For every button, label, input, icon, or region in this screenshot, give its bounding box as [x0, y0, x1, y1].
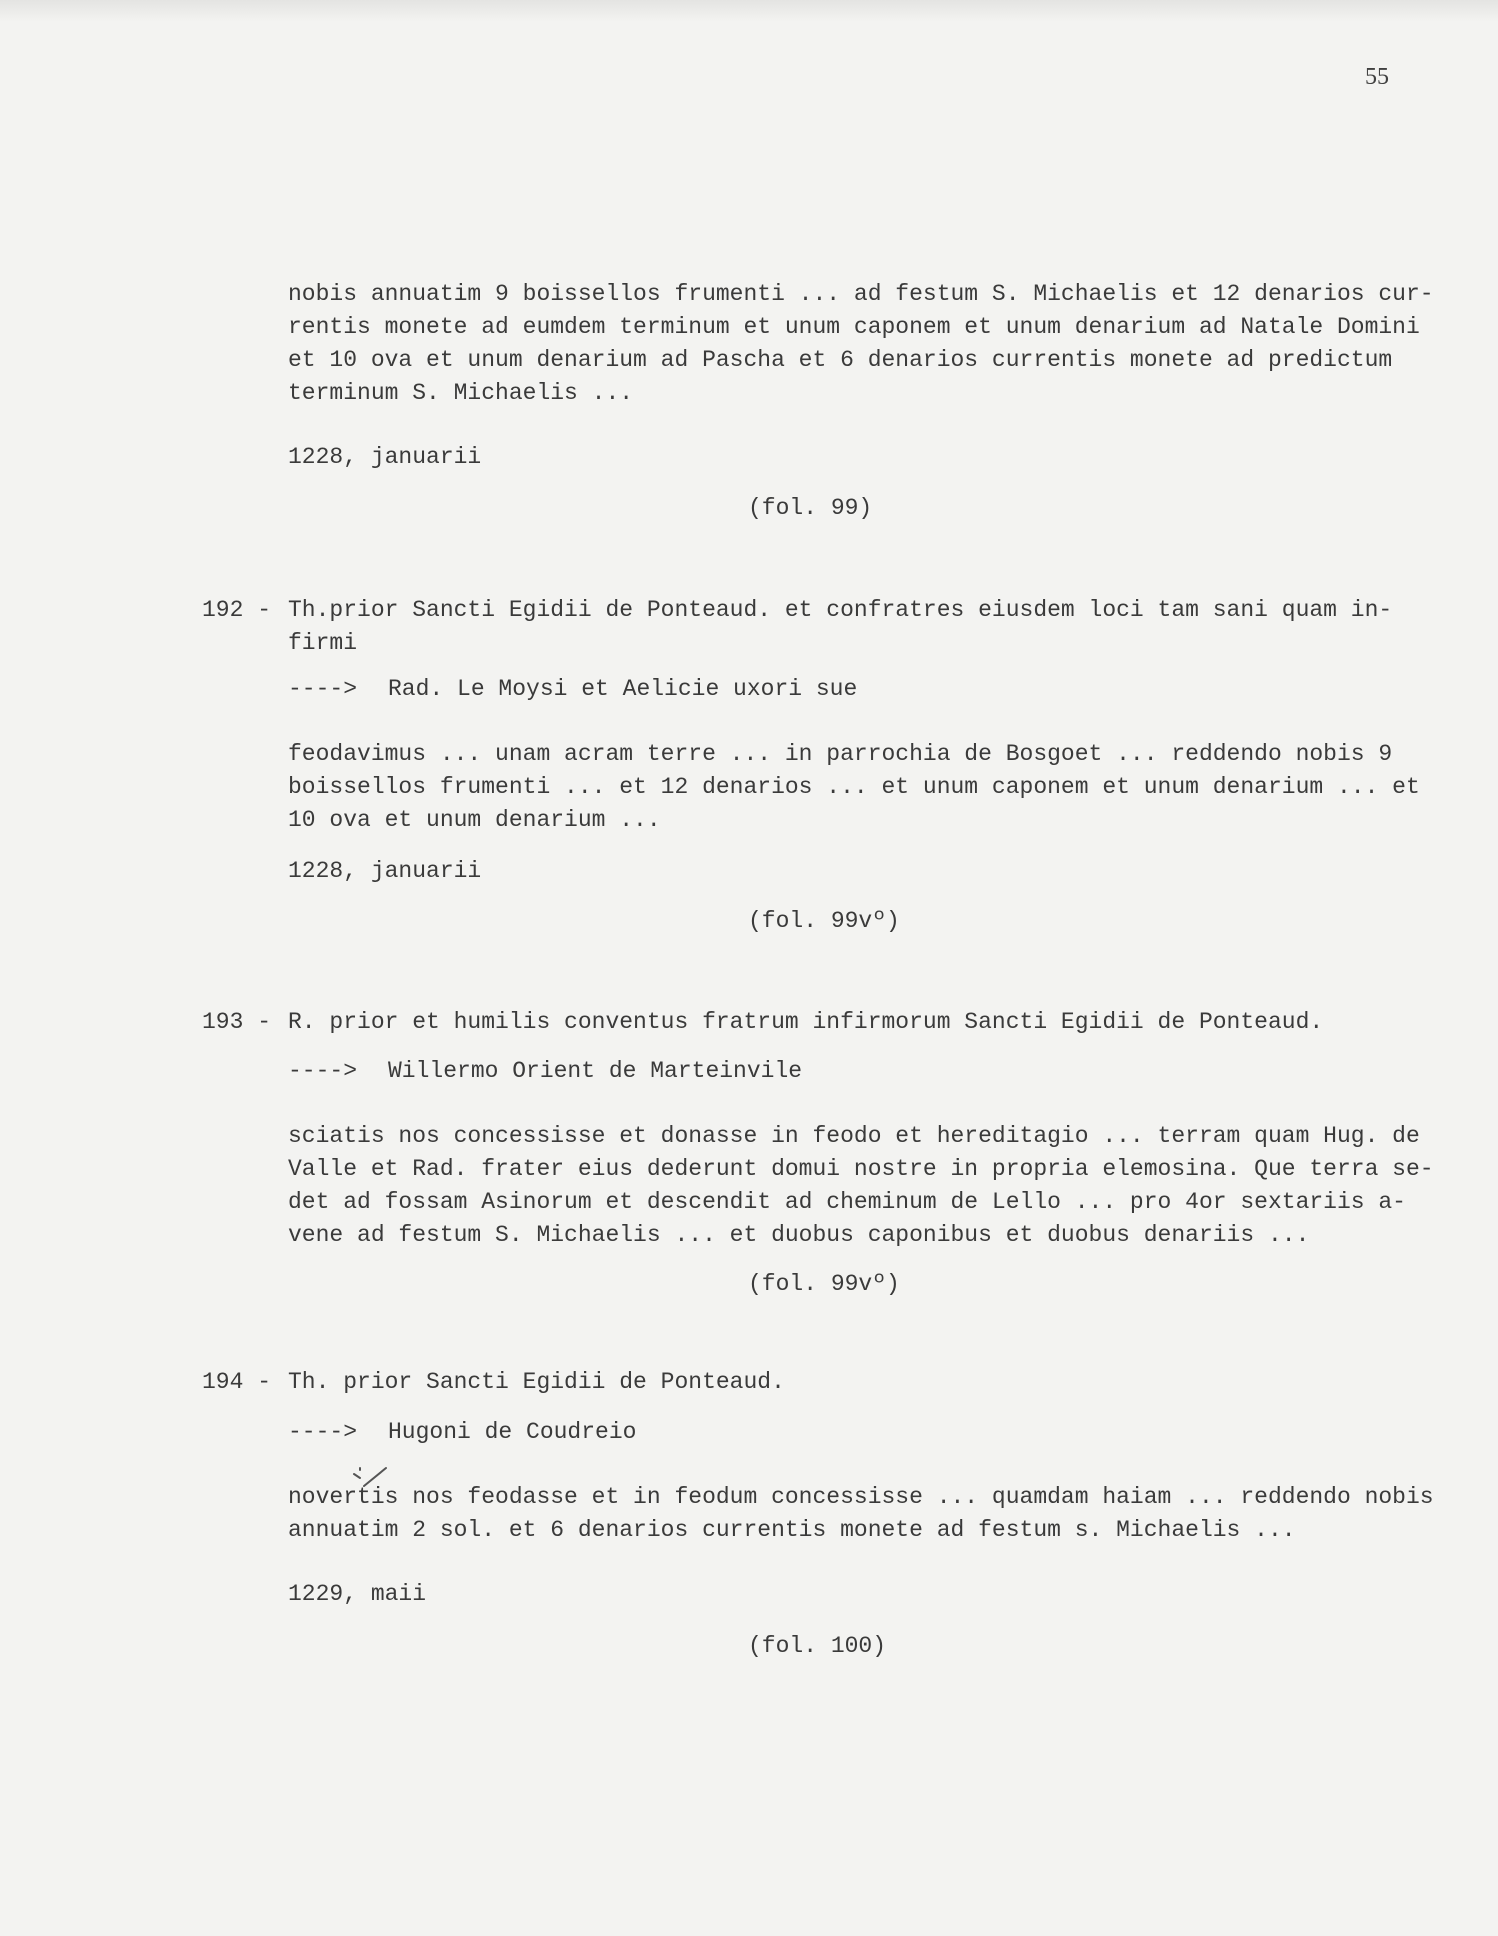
entry-text-line: sciatis nos concessisse et donasse in feodo et hereditagio ... terram quam Hug. de	[288, 1123, 1420, 1149]
entry-text-line: annuatim 2 sol. et 6 denarios currentis monete ad festum s. Michaelis ...	[288, 1517, 1296, 1543]
entry-recipient: Willermo Orient de Marteinvile	[388, 1058, 803, 1084]
entry-text-line: feodavimus ... unam acram terre ... in parrochia de Bosgoet ... reddendo nobis 9	[288, 741, 1393, 767]
intro-line: terminum S. Michaelis ...	[288, 380, 634, 406]
entry-number: 192 -	[202, 597, 272, 623]
entry-text-line: boissellos frumenti ... et 12 denarios ... et unum caponem et unum denarium ... et	[288, 774, 1420, 800]
entry-text-line: vene ad festum S. Michaelis ... et duobus caponibus et duobus denariis ...	[288, 1222, 1310, 1248]
intro-folio: (fol. 99)	[748, 495, 873, 521]
recipient-arrow: ---->	[288, 676, 358, 702]
entry-header-line: Th. prior Sancti Egidii de Ponteaud.	[288, 1369, 785, 1395]
entry-text-line: novertis nos feodasse et in feodum concessisse ... quamdam haiam ... reddendo nobis	[288, 1484, 1434, 1510]
entry-folio: (fol. 99vº)	[748, 1271, 900, 1297]
entry-recipient: Hugoni de Coudreio	[388, 1419, 637, 1445]
intro-line: nobis annuatim 9 boissellos frumenti ... ad festum S. Michaelis et 12 denarios cur-	[288, 281, 1434, 307]
intro-date: 1228, januarii	[288, 444, 482, 470]
entry-date: 1228, januarii	[288, 858, 482, 884]
recipient-arrow: ---->	[288, 1058, 358, 1084]
entry-number: 193 -	[202, 1009, 272, 1035]
scan-edge-shade	[0, 0, 1498, 22]
entry-folio: (fol. 100)	[748, 1633, 887, 1659]
intro-line: et 10 ova et unum denarium ad Pascha et 6 denarios currentis monete ad predictum	[288, 347, 1393, 373]
page-number: 55	[1365, 64, 1389, 90]
entry-text-line: 10 ova et unum denarium ...	[288, 807, 661, 833]
entry-header-line: firmi	[288, 630, 358, 656]
recipient-arrow: ---->	[288, 1419, 358, 1445]
intro-line: rentis monete ad eumdem terminum et unum caponem et unum denarium ad Natale Domini	[288, 314, 1420, 340]
entry-text-line: det ad fossam Asinorum et descendit ad cheminum de Lello ... pro 4or sextariis a-	[288, 1189, 1406, 1215]
entry-date: 1229, maii	[288, 1581, 427, 1607]
entry-recipient: Rad. Le Moysi et Aelicie uxori sue	[388, 676, 858, 702]
entry-folio: (fol. 99vº)	[748, 908, 900, 934]
entry-header-line: Th.prior Sancti Egidii de Ponteaud. et confratres eiusdem loci tam sani quam in-	[288, 597, 1393, 623]
entry-text-line: Valle et Rad. frater eius dederunt domui nostre in propria elemosina. Que terra se-	[288, 1156, 1434, 1182]
entry-number: 194 -	[202, 1369, 272, 1395]
entry-header-line: R. prior et humilis conventus fratrum infirmorum Sancti Egidii de Ponteaud.	[288, 1009, 1324, 1035]
